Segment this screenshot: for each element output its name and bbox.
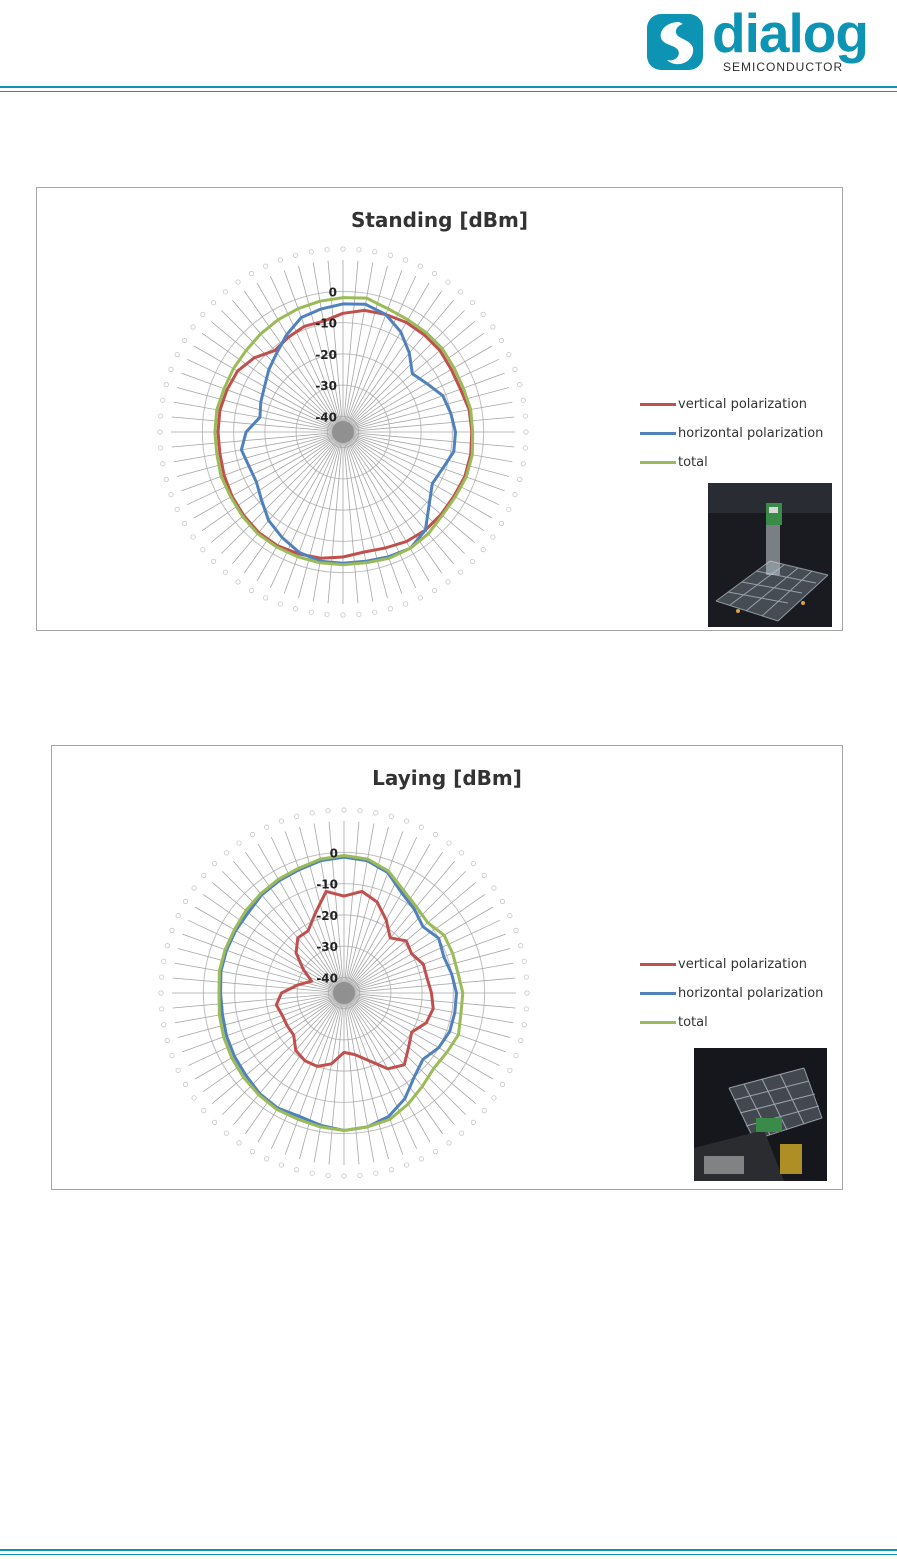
legend-label: vertical polarization <box>678 957 808 972</box>
angle-tick-label <box>433 832 437 836</box>
legend-swatch-horizontal <box>640 992 676 995</box>
angle-tick-label <box>165 943 169 947</box>
angle-tick-label <box>470 559 474 563</box>
radar-spoke <box>344 837 417 993</box>
angle-tick-label <box>404 819 408 823</box>
angle-tick-label <box>459 1131 463 1135</box>
radar-spoke <box>344 993 389 1159</box>
angle-tick-label <box>524 1007 528 1011</box>
angle-tick-label <box>182 521 186 525</box>
radar-spoke <box>343 432 499 505</box>
angle-tick-label <box>294 814 298 818</box>
angle-tick-label <box>524 975 528 979</box>
angle-tick-label <box>192 1096 196 1100</box>
angle-tick-label <box>374 1171 378 1175</box>
angle-tick-label <box>182 338 186 342</box>
radar-spoke <box>344 993 510 1038</box>
angle-tick-label <box>192 886 196 890</box>
radar-spoke <box>172 432 343 447</box>
angle-tick-label <box>525 991 529 995</box>
angle-tick-label <box>508 1068 512 1072</box>
legend-swatch-horizontal <box>640 432 676 435</box>
angle-tick-label <box>418 596 422 600</box>
legend-swatch-vertical <box>640 403 676 406</box>
angle-tick-label <box>161 462 165 466</box>
angle-tick-label <box>212 861 216 865</box>
angle-tick-label <box>519 943 523 947</box>
angle-tick-label <box>211 300 215 304</box>
angle-tick-label <box>159 975 163 979</box>
radar-spoke <box>177 432 343 477</box>
angle-tick-label <box>170 1053 174 1057</box>
radar-spoke <box>344 822 359 993</box>
angle-tick-label <box>236 580 240 584</box>
angle-tick-label <box>518 477 522 481</box>
angle-tick-label <box>175 507 179 511</box>
antenna-setup-photo <box>708 483 832 627</box>
angle-tick-label <box>223 290 227 294</box>
angle-tick-label <box>492 886 496 890</box>
angle-tick-label <box>358 808 362 812</box>
angle-tick-label <box>279 1163 283 1167</box>
angle-tick-label <box>170 928 174 932</box>
angle-tick-label <box>403 258 407 262</box>
angle-tick-label <box>507 507 511 511</box>
radar-spoke <box>344 920 500 993</box>
angle-tick-label <box>264 825 268 829</box>
angle-tick-label <box>519 1038 523 1042</box>
radial-tick-label: 0 <box>328 285 337 300</box>
angle-tick-label <box>446 580 450 584</box>
angle-tick-label <box>447 841 451 845</box>
legend-swatch-total <box>640 1021 676 1024</box>
angle-tick-label <box>523 414 527 418</box>
dialog-logo <box>645 2 897 78</box>
angle-tick-label <box>499 338 503 342</box>
angle-tick-label <box>388 253 392 257</box>
legend-item-total <box>640 448 823 477</box>
angle-tick-label <box>191 325 195 329</box>
chart-legend <box>640 950 823 1037</box>
angle-tick-label <box>309 250 313 254</box>
header-rule-thin <box>0 91 897 92</box>
legend-label: horizontal polarization <box>678 986 824 1001</box>
angle-tick-label <box>201 312 205 316</box>
angle-tick-label <box>162 959 166 963</box>
angle-tick-label <box>237 1141 241 1145</box>
angle-tick-label <box>471 861 475 865</box>
angle-tick-label <box>492 1096 496 1100</box>
radial-tick-label: -10 <box>316 877 338 892</box>
angle-tick-label <box>491 325 495 329</box>
angle-tick-label <box>357 247 361 251</box>
angle-tick-label <box>342 808 346 812</box>
angle-tick-label <box>389 1168 393 1172</box>
angle-tick-label <box>507 352 511 356</box>
angle-tick-label <box>250 1149 254 1153</box>
legend-item-vertical <box>640 950 823 979</box>
angle-tick-label <box>164 382 168 386</box>
angle-tick-label <box>169 367 173 371</box>
legend-item-vertical <box>640 390 823 419</box>
legend-item-horizontal <box>640 419 823 448</box>
legend-label: total <box>678 1015 708 1030</box>
angle-tick-label <box>293 607 297 611</box>
angle-tick-label <box>169 492 173 496</box>
angle-tick-label <box>191 535 195 539</box>
angle-tick-label <box>403 602 407 606</box>
angle-tick-label <box>482 1108 486 1112</box>
angle-tick-label <box>432 271 436 275</box>
angle-tick-label <box>202 873 206 877</box>
angle-tick-label <box>522 959 526 963</box>
radar-spoke <box>343 432 509 477</box>
angle-tick-label <box>373 610 377 614</box>
angle-tick-label <box>419 1157 423 1161</box>
angle-tick-label <box>202 1108 206 1112</box>
angle-tick-label <box>224 851 228 855</box>
angle-tick-label <box>237 841 241 845</box>
angle-tick-label <box>419 825 423 829</box>
angle-tick-label <box>432 588 436 592</box>
angle-tick-label <box>309 610 313 614</box>
chart-legend <box>640 390 823 477</box>
angle-tick-label <box>236 280 240 284</box>
angle-tick-label <box>293 253 297 257</box>
radar-spoke <box>173 993 344 1008</box>
angle-tick-label <box>357 612 361 616</box>
angle-tick-label <box>513 367 517 371</box>
angle-tick-label <box>250 832 254 836</box>
footer-rule <box>0 1549 897 1551</box>
logo-subtitle: SEMICONDUCTOR <box>723 60 844 74</box>
legend-item-horizontal <box>640 979 823 1008</box>
angle-tick-label <box>491 535 495 539</box>
legend-swatch-total <box>640 461 676 464</box>
angle-tick-label <box>183 899 187 903</box>
angle-tick-label <box>341 613 345 617</box>
radar-spoke <box>343 276 416 432</box>
radar-spoke <box>344 948 510 993</box>
angle-tick-label <box>158 430 162 434</box>
angle-tick-label <box>264 1157 268 1161</box>
chart-title: Standing [dBm] <box>350 208 529 232</box>
angle-tick-label <box>514 1053 518 1057</box>
angle-tick-label <box>514 928 518 932</box>
radar-spoke <box>343 432 358 603</box>
radar-spoke <box>343 387 509 432</box>
angle-tick-label <box>499 521 503 525</box>
footer-rule-thin <box>0 1554 897 1555</box>
angle-tick-label <box>159 1007 163 1011</box>
angle-tick-label <box>201 547 205 551</box>
angle-tick-label <box>481 547 485 551</box>
angle-tick-label <box>458 290 462 294</box>
radar-spoke <box>343 417 514 432</box>
radar-spoke <box>328 432 343 603</box>
angle-tick-label <box>326 808 330 812</box>
logo-text: dialog <box>712 2 868 64</box>
radar-spoke <box>343 432 514 447</box>
angle-tick-label <box>310 811 314 815</box>
angle-tick-label <box>161 398 165 402</box>
angle-tick-label <box>212 1120 216 1124</box>
angle-tick-label <box>500 899 504 903</box>
angle-tick-label <box>224 1131 228 1135</box>
angle-tick-label <box>470 300 474 304</box>
angle-tick-label <box>389 814 393 818</box>
angle-tick-label <box>249 588 253 592</box>
radar-spoke <box>344 993 515 1008</box>
angle-tick-label <box>326 1173 330 1177</box>
radial-tick-label: 0 <box>329 846 338 861</box>
angle-tick-label <box>358 1173 362 1177</box>
angle-tick-label <box>223 570 227 574</box>
chart-title: Laying [dBm] <box>372 766 522 790</box>
angle-tick-label <box>388 607 392 611</box>
angle-tick-label <box>279 819 283 823</box>
standing-chart <box>36 187 843 631</box>
radar-spoke <box>329 993 344 1164</box>
angle-tick-label <box>513 492 517 496</box>
angle-tick-label <box>459 851 463 855</box>
angle-tick-label <box>325 247 329 251</box>
angle-tick-label <box>342 1174 346 1178</box>
angle-tick-label <box>158 414 162 418</box>
angle-tick-label <box>294 1168 298 1172</box>
radial-tick-label: -30 <box>316 940 338 955</box>
legend-label: horizontal polarization <box>678 426 824 441</box>
angle-tick-label <box>446 280 450 284</box>
angle-tick-label <box>183 1082 187 1086</box>
angle-tick-label <box>518 382 522 386</box>
radar-spoke <box>343 261 358 432</box>
radar-spoke <box>343 266 388 432</box>
radar-spoke <box>299 993 344 1159</box>
angle-tick-label <box>325 612 329 616</box>
legend-item-total <box>640 1008 823 1037</box>
angle-tick-label <box>263 596 267 600</box>
angle-tick-label <box>175 352 179 356</box>
radar-spoke <box>178 993 344 1038</box>
angle-tick-label <box>176 1068 180 1072</box>
radial-tick-label: -20 <box>315 347 337 362</box>
angle-tick-label <box>164 477 168 481</box>
angle-tick-label <box>373 250 377 254</box>
angle-tick-label <box>404 1163 408 1167</box>
antenna-setup-photo <box>694 1048 827 1181</box>
angle-tick-label <box>211 559 215 563</box>
angle-tick-label <box>176 913 180 917</box>
angle-tick-label <box>418 264 422 268</box>
angle-tick-label <box>521 398 525 402</box>
angle-tick-label <box>524 430 528 434</box>
angle-tick-label <box>159 991 163 995</box>
angle-tick-label <box>249 271 253 275</box>
angle-tick-label <box>374 811 378 815</box>
angle-tick-label <box>278 258 282 262</box>
dialog-logo-icon <box>645 12 705 72</box>
angle-tick-label <box>508 913 512 917</box>
angle-tick-label <box>521 462 525 466</box>
radial-tick-label: -40 <box>316 971 338 986</box>
radial-tick-label: -20 <box>316 908 338 923</box>
angle-tick-label <box>263 264 267 268</box>
angle-tick-label <box>433 1149 437 1153</box>
angle-tick-label <box>158 446 162 450</box>
legend-label: total <box>678 455 708 470</box>
laying-chart <box>51 745 843 1190</box>
radial-tick-label: -40 <box>315 410 337 425</box>
angle-tick-label <box>481 312 485 316</box>
radar-spoke <box>344 993 359 1164</box>
angle-tick-label <box>447 1141 451 1145</box>
radial-tick-label: -30 <box>315 379 337 394</box>
radar-spoke <box>298 432 343 598</box>
angle-tick-label <box>310 1171 314 1175</box>
header-rule <box>0 86 897 88</box>
angle-tick-label <box>278 602 282 606</box>
angle-tick-label <box>523 446 527 450</box>
legend-label: vertical polarization <box>678 397 808 412</box>
radar-spoke <box>188 993 344 1066</box>
radial-tick-label: -10 <box>315 316 337 331</box>
radar-spoke <box>344 993 500 1066</box>
legend-swatch-vertical <box>640 963 676 966</box>
radar-spoke <box>344 993 417 1149</box>
angle-tick-label <box>500 1082 504 1086</box>
angle-tick-label <box>165 1038 169 1042</box>
angle-tick-label <box>162 1023 166 1027</box>
radar-spoke <box>343 432 388 598</box>
angle-tick-label <box>471 1120 475 1124</box>
radar-grid <box>159 808 529 1178</box>
radar-spoke <box>343 359 499 432</box>
radar-spoke <box>187 432 343 505</box>
angle-tick-label <box>522 1023 526 1027</box>
angle-tick-label <box>341 247 345 251</box>
angle-tick-label <box>482 873 486 877</box>
angle-tick-label <box>458 570 462 574</box>
